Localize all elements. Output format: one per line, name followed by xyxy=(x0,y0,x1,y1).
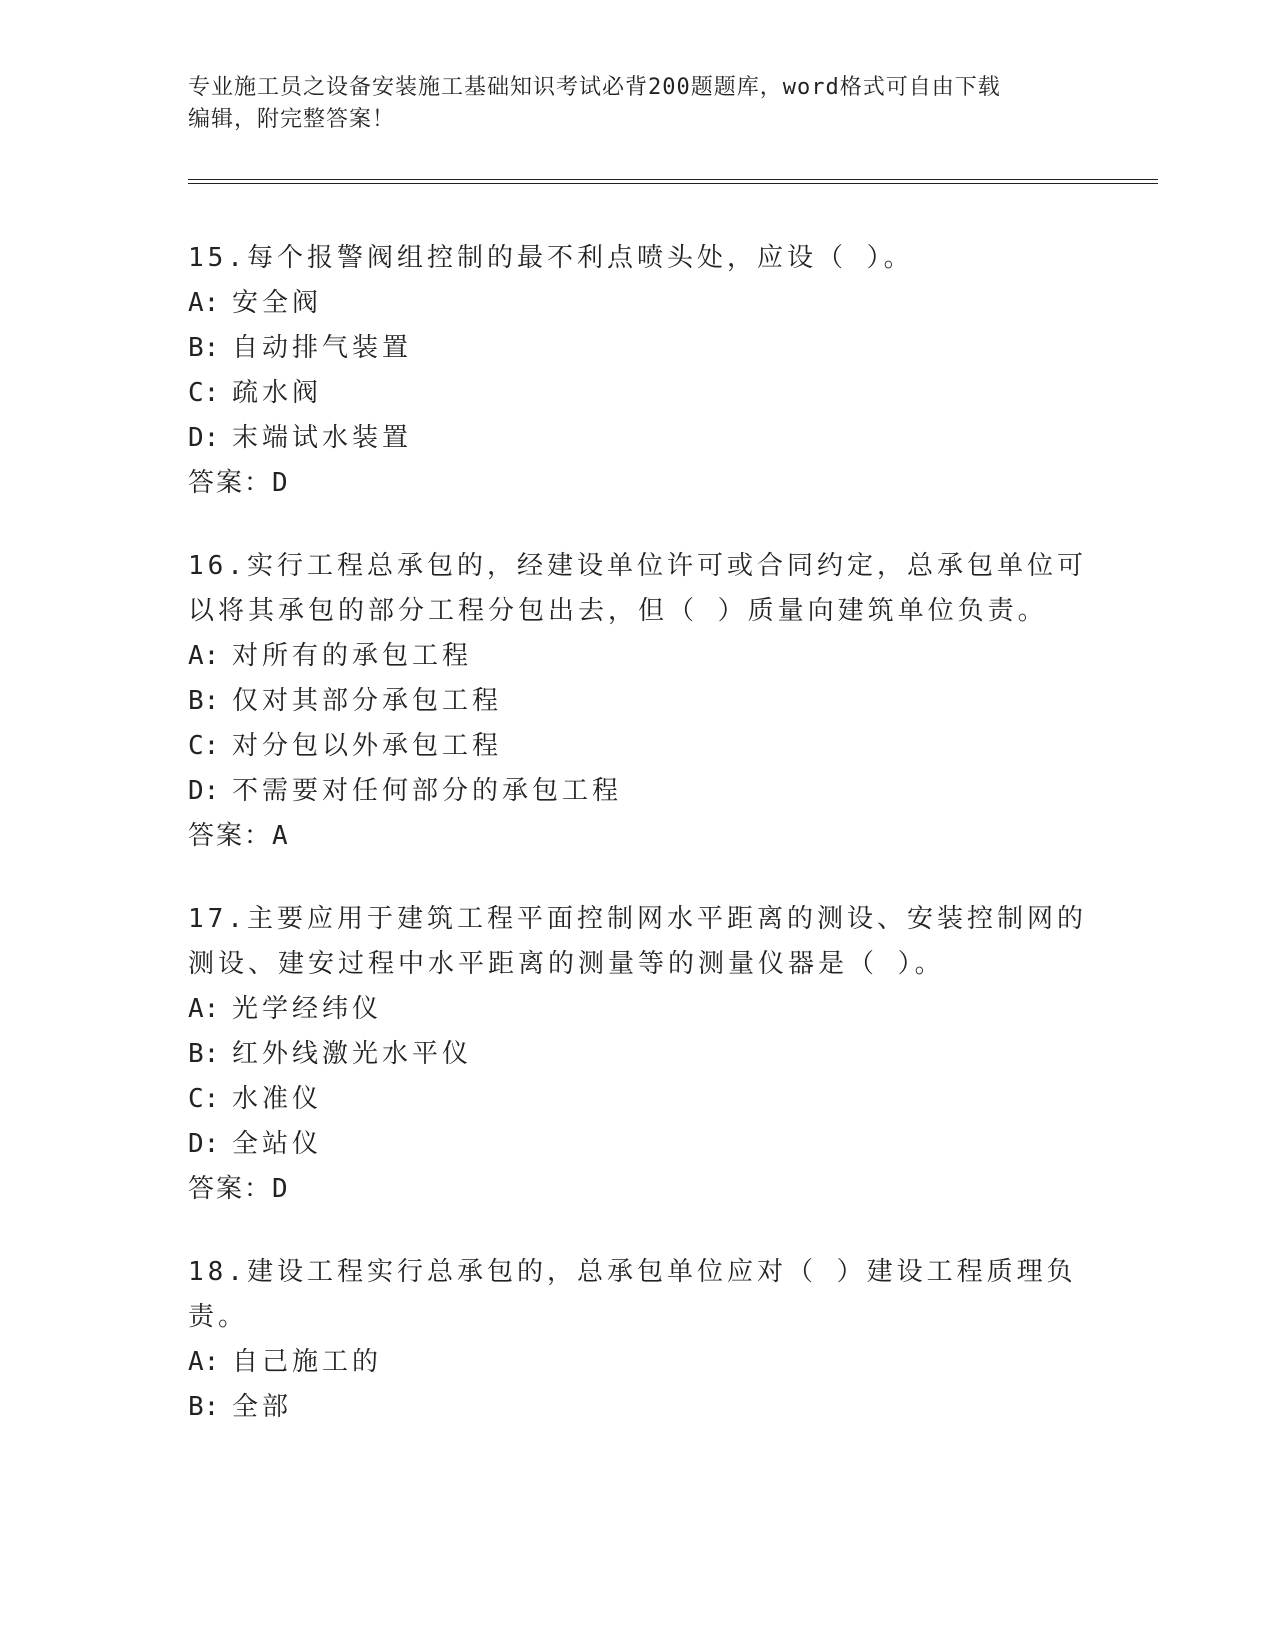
answer-value: D xyxy=(272,1174,289,1204)
answer-line xyxy=(188,814,1088,859)
question-text: 16.实行工程总承包的，经建设单位许可或合同约定，总承包单位可以将其承包的部分工程分包出去，但（ ）质量向建筑单位负责。 xyxy=(188,551,1087,626)
option-d xyxy=(188,1122,1088,1167)
option-a xyxy=(188,634,1088,679)
option-text: 末端试水装置 xyxy=(232,423,413,453)
question-17 xyxy=(188,897,1088,1212)
option-key: B: xyxy=(188,686,220,716)
answer-label: 答案： xyxy=(188,821,273,851)
answer-line xyxy=(188,1167,1088,1212)
option-text: 不需要对任何部分的承包工程 xyxy=(232,776,623,806)
answer-line xyxy=(188,461,1088,506)
option-key: B: xyxy=(188,1039,220,1069)
option-text: 仅对其部分承包工程 xyxy=(232,686,503,716)
option-b xyxy=(188,326,1088,371)
option-text: 自动排气装置 xyxy=(232,333,413,363)
option-text: 安全阀 xyxy=(232,288,323,318)
option-text: 水准仪 xyxy=(232,1084,323,1114)
option-key: A: xyxy=(188,994,220,1024)
option-key: D: xyxy=(188,1129,220,1159)
option-b xyxy=(188,679,1088,724)
option-key: A: xyxy=(188,641,220,671)
option-c xyxy=(188,724,1088,769)
answer-label: 答案： xyxy=(188,1174,273,1204)
option-text: 对所有的承包工程 xyxy=(232,641,473,671)
option-a xyxy=(188,281,1088,326)
option-c xyxy=(188,1077,1088,1122)
option-key: A: xyxy=(188,1347,220,1377)
question-text: 18.建设工程实行总承包的，总承包单位应对（ ）建设工程质理负责。 xyxy=(188,1257,1077,1332)
option-text: 自己施工的 xyxy=(232,1347,383,1377)
option-text: 红外线激光水平仪 xyxy=(232,1039,473,1069)
question-16 xyxy=(188,544,1088,859)
option-a xyxy=(188,1340,1088,1385)
option-text: 全部 xyxy=(232,1392,293,1422)
question-15 xyxy=(188,236,1088,506)
question-text: 15.每个报警阀组控制的最不利点喷头处，应设（ ）。 xyxy=(188,243,914,273)
option-key: A: xyxy=(188,288,220,318)
header-line-2: 编辑，附完整答案！ xyxy=(188,107,396,132)
option-key: C: xyxy=(188,731,220,761)
option-d xyxy=(188,416,1088,461)
option-key: C: xyxy=(188,378,220,408)
document-header xyxy=(188,72,1068,136)
header-divider-top xyxy=(188,179,1158,180)
option-key: D: xyxy=(188,423,220,453)
option-text: 疏水阀 xyxy=(232,378,323,408)
option-key: C: xyxy=(188,1084,220,1114)
answer-value: A xyxy=(272,821,289,851)
option-b xyxy=(188,1032,1088,1077)
option-c xyxy=(188,371,1088,416)
question-list xyxy=(188,236,1088,1468)
header-line-1: 专业施工员之设备安装施工基础知识考试必背200题题库，word格式可自由下载 xyxy=(188,75,1001,100)
answer-value: D xyxy=(272,468,289,498)
header-divider-bottom xyxy=(188,183,1158,184)
answer-label: 答案： xyxy=(188,468,273,498)
option-key: B: xyxy=(188,333,220,363)
option-d xyxy=(188,769,1088,814)
option-text: 光学经纬仪 xyxy=(232,994,383,1024)
option-key: D: xyxy=(188,776,220,806)
option-b xyxy=(188,1385,1088,1430)
question-text: 17.主要应用于建筑工程平面控制网水平距离的测设、安装控制网的测设、建安过程中水平距离的测量等的测量仪器是（ ）。 xyxy=(188,904,1087,979)
option-text: 对分包以外承包工程 xyxy=(232,731,503,761)
option-key: B: xyxy=(188,1392,220,1422)
question-18 xyxy=(188,1250,1088,1430)
option-a xyxy=(188,987,1088,1032)
option-text: 全站仪 xyxy=(232,1129,323,1159)
